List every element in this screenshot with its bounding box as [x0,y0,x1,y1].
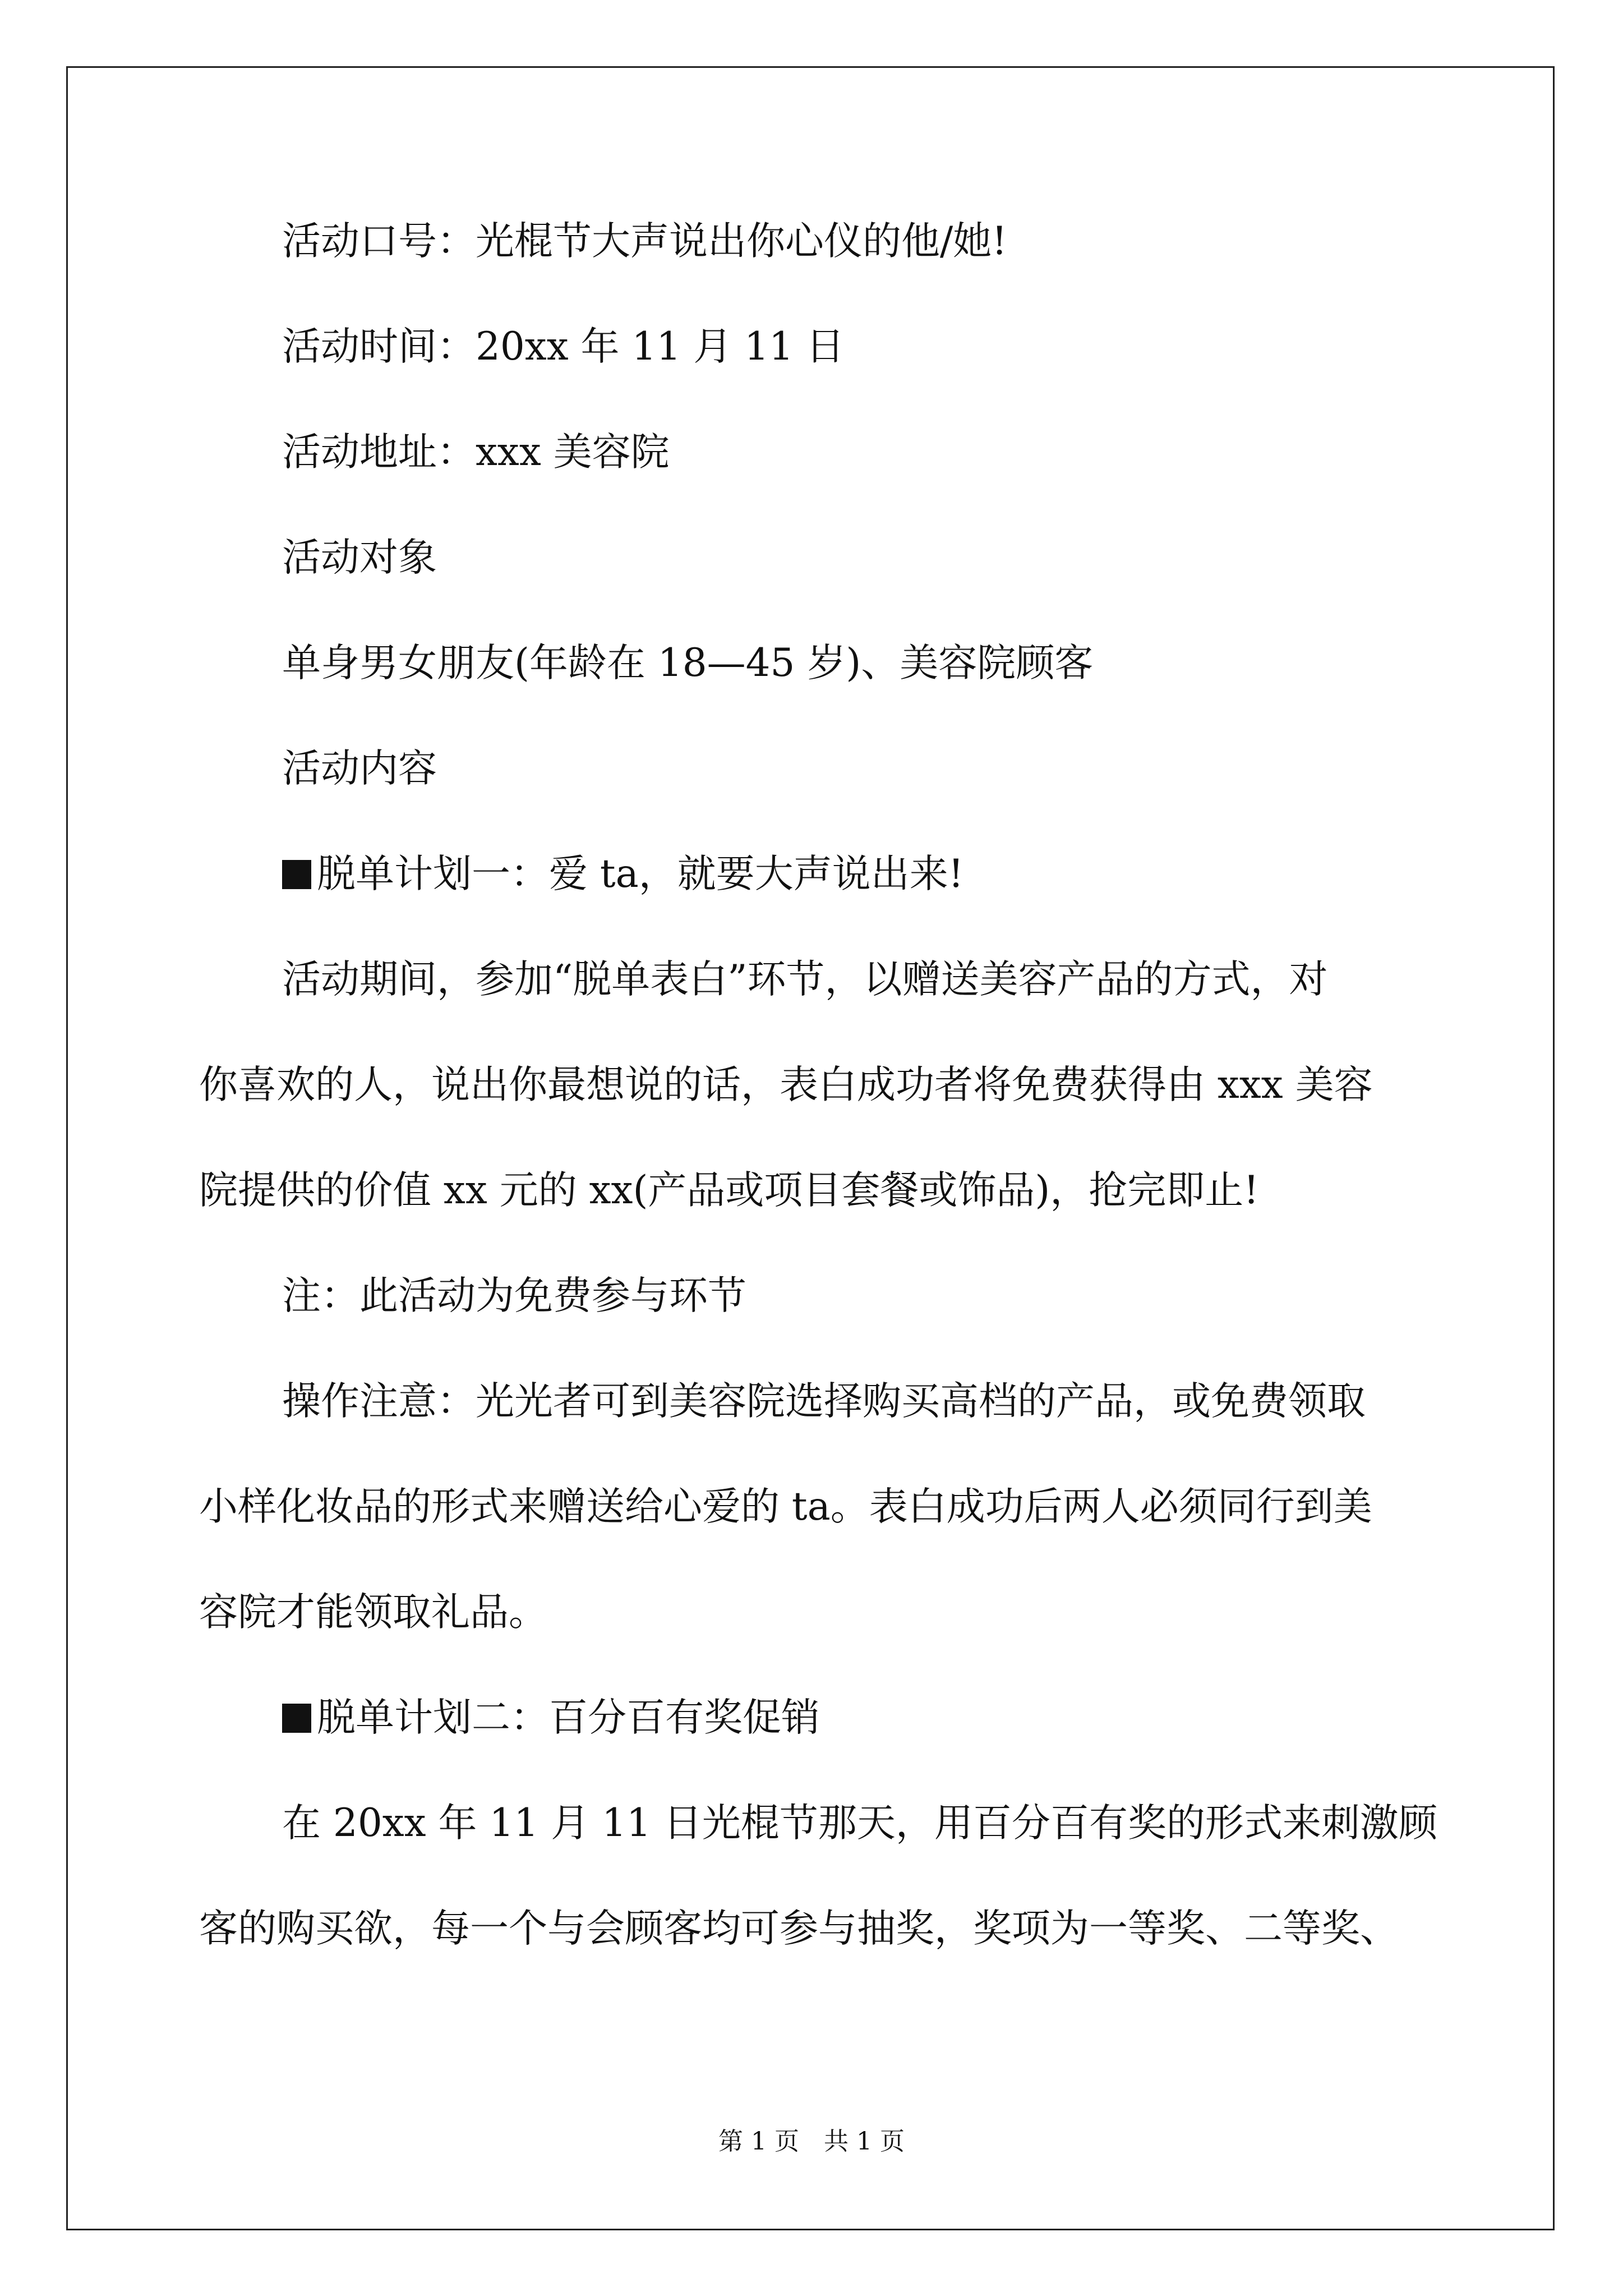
plan-one-heading [199,846,1433,902]
bullet-square-icon [282,1704,311,1733]
paragraph-line: 操作注意：光光者可到美容院选择购买高档的产品，或免费领取 [282,1379,1366,1424]
bullet-square-icon [282,860,311,889]
target-line: 单身男女朋友(年龄在 18—45 岁)、美容院顾客 [282,641,1094,685]
paragraph-line: 在 20xx 年 11 月 11 日光棍节那天，用百分百有奖的形式来刺激顾 [282,1801,1437,1846]
plan-two-heading [199,1690,1433,1746]
paragraph-line: 活动期间，参加“脱单表白”环节，以赠送美容产品的方式，对 [282,957,1328,1002]
address-line: 活动地址：xxx 美容院 [282,430,670,475]
paragraph-line: 容院才能领取礼品。 [199,1590,547,1635]
page-footer: 第 1 页 共 1 页 [718,2127,905,2156]
paragraph-line: 小样化妆品的形式来赠送给心爱的 ta。表白成功后两人必须同行到美 [199,1484,1372,1529]
note-line: 注：此活动为免费参与环节 [282,1273,746,1318]
target-heading: 活动对象 [282,535,437,580]
time-line: 活动时间：20xx 年 11 月 11 日 [282,324,845,369]
paragraph-line: 你喜欢的人，说出你最想说的话，表白成功者将免费获得由 xxx 美容 [199,1062,1373,1107]
slogan-line: 活动口号：光棍节大声说出你心仪的他/她! [282,219,1007,264]
plan-one-text: 脱单计划一：爱 ta，就要大声说出来! [317,852,964,896]
plan-two-text: 脱单计划二：百分百有奖促销 [317,1695,820,1740]
paragraph-line: 客的购买欲，每一个与会顾客均可参与抽奖，奖项为一等奖、二等奖、 [199,1906,1399,1951]
paragraph-line: 院提供的价值 xx 元的 xx(产品或项目套餐或饰品)，抢完即止! [199,1168,1260,1213]
content-heading: 活动内容 [282,746,437,791]
document-body [199,213,1437,1957]
